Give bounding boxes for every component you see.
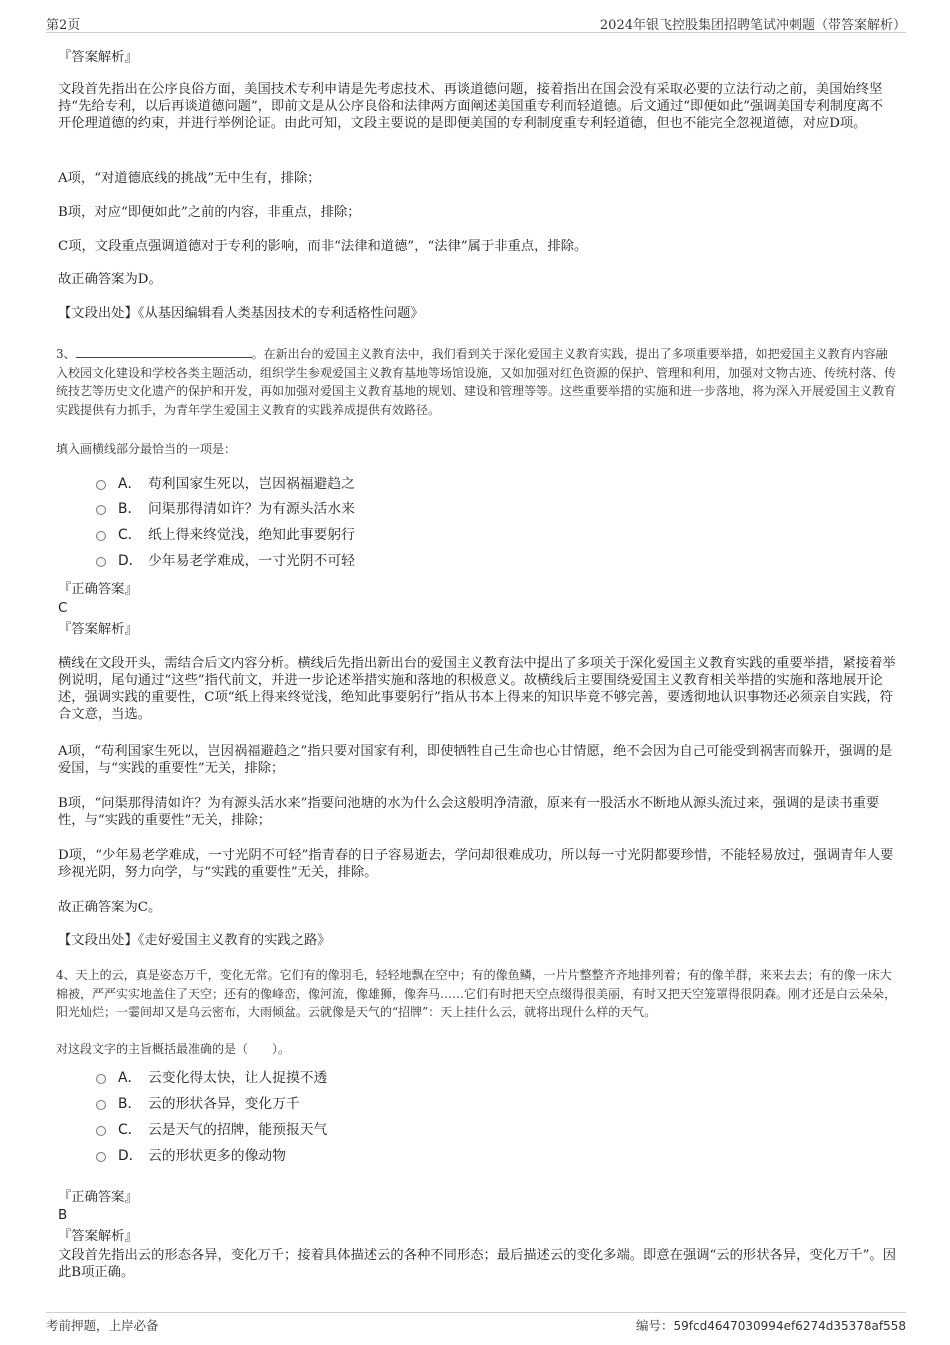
q3-answer: C: [58, 600, 68, 616]
radio-icon[interactable]: [96, 1074, 106, 1084]
q2-exclusion-c: C项，文段重点强调道德对于专利的影响，而非“法律和道德”，“法律”属于非重点，排除。: [58, 239, 588, 254]
q3-option-d[interactable]: D． 少年易老学难成，一寸光阴不可轻: [96, 551, 355, 571]
q3-option-c[interactable]: C． 纸上得来终觉浅，绝知此事要躬行: [96, 525, 355, 545]
radio-icon[interactable]: [96, 1126, 106, 1136]
q4-answer-label: 『正确答案』: [58, 1190, 138, 1205]
page-footer: [46, 1312, 906, 1334]
radio-icon[interactable]: [96, 1100, 106, 1110]
q4-stem: 4、天上的云，真是姿态万千，变化无常。它们有的像羽毛，轻轻地飘在空中；有的像鱼鳞，一片片整整齐齐地排列着；有的像羊群，来来去去；有的像一床大棉被，严严实实地盖住了天空；还有的像峰峦，像河流，像雄狮，像奔马……它们有时把天空点缀得很美丽，有时又把天空笼罩得很阴森。刚才还是白云朵朵，阳光灿烂；一霎间却又是乌云密布，大雨倾盆。云就像是天气的“招牌”：天上挂什么云，就将出现什么样的天气。: [56, 968, 897, 1019]
q3-number: 3、: [56, 347, 76, 361]
q3-option-b[interactable]: B． 问渠那得清如许？为有源头活水来: [96, 499, 355, 519]
radio-icon[interactable]: [96, 1152, 106, 1162]
q3-source: 【文段出处】《走好爱国主义教育的实践之路》: [58, 933, 331, 948]
q2-conclusion: 故正确答案为D。: [58, 272, 162, 287]
q4-analysis-label: 『答案解析』: [58, 1229, 138, 1244]
q2-source: 【文段出处】《从基因编辑看人类基因技术的专利适格性问题》: [58, 306, 424, 321]
q2-exclusion-a: A项，“对道德底线的挑战”无中生有，排除；: [58, 171, 321, 186]
answer-blank: [76, 346, 252, 358]
radio-icon[interactable]: [96, 505, 106, 515]
option-text: 纸上得来终觉浅，绝知此事要躬行: [148, 527, 355, 543]
q4-option-b[interactable]: B． 云的形状各异，变化万千: [96, 1094, 300, 1114]
q4-answer: B: [58, 1207, 68, 1223]
q3-option-a[interactable]: A． 苟利国家生死以，岂因祸福避趋之: [96, 474, 355, 494]
q4-analysis-text: 文段首先指出云的形态各异，变化万千；接着具体描述云的各种不同形态；最后描述云的变化多端。即意在强调“云的形状各异，变化万千”。因此B项正确。: [58, 1248, 896, 1280]
q2-analysis-text: 文段首先指出在公序良俗方面，美国技术专利申请是先考虑技术、再谈道德问题，接着指出在国会没有采取必要的立法行动之前，美国始终坚持“先给专利，以后再谈道德问题”，即前文是从公序良俗和法律两方面阐述美国重专利而轻道德。后文通过“即便如此”强调美国专利制度离不开伦理道德的约束，并进行举例论证。由此可知，文段主要说的是即便美国的专利制度重专利轻道德，但也不能完全忽视道德，对应D项。: [58, 82, 884, 131]
q2-exclusion-b: B项，对应“即便如此”之前的内容，非重点，排除；: [58, 205, 361, 220]
q2-analysis-label: 『答案解析』: [58, 50, 138, 65]
footer-slogan: 考前押题，上岸必备: [46, 1318, 159, 1333]
q3-analysis-text: 横线在文段开头，需结合后文内容分析。横线后先指出新出台的爱国主义教育法中提出了多项关于深化爱国主义教育实践的重要举措，紧接着举例说明，尾句通过“这些”指代前文，并进一步论述举措实施和落地的积极意义。故横线后主要围绕爱国主义教育相关举措的实施和落地展开论述，强调实践的重要性，C项“纸上得来终觉浅，绝知此事要躬行”指从书本上得来的知识毕竟不够完善，要透彻地认识事物还必须亲自实践，符合文意，当选。: [58, 656, 896, 722]
option-text: 问渠那得清如许？为有源头活水来: [148, 501, 355, 517]
document-title: 2024年银飞控股集团招聘笔试冲刺题（带答案解析）: [599, 18, 906, 33]
option-text: 云的形状各异，变化万千: [148, 1096, 300, 1112]
option-text: 云是天气的招牌，能预报天气: [148, 1122, 328, 1138]
q3-conclusion: 故正确答案为C。: [58, 900, 162, 915]
option-text: 云变化得太快，让人捉摸不透: [148, 1070, 328, 1086]
q4-option-a[interactable]: A． 云变化得太快，让人捉摸不透: [96, 1068, 327, 1088]
option-text: 少年易老学难成，一寸光阴不可轻: [148, 553, 355, 569]
option-text: 苟利国家生死以，岂因祸福避趋之: [148, 476, 355, 492]
q3-stem-text: 。在新出台的爱国主义教育法中，我们看到关于深化爱国主义教育实践，提出了多项重要举措，如把爱国主义教育内容融入校园文化建设和学校各类主题活动，组织学生参观爱国主义教育基地等场馆设施，又如加强对红色资源的保护、管理和利用，加强对文物古迹、传统村落、传统技艺等历史文化遗产的保护和开发，再如加强对爱国主义教育基地的规划、建设和管理等等。这些重要举措的实施和进一步落地，将为深入开展爱国主义教育实践提供有力抓手，为青年学生爱国主义教育的实践养成提供有效路径。: [56, 347, 897, 417]
q3-prompt: 填入画横线部分最恰当的一项是：: [56, 442, 237, 456]
radio-icon[interactable]: [96, 480, 106, 490]
document-code: 编号：59fcd4647030994ef6274d35378af558: [636, 1318, 906, 1333]
q3-exclusion-a: A项，“苟利国家生死以，岂因祸福避趋之”指只要对国家有利，即使牺牲自己生命也心甘情愿，绝不会因为自己可能受到祸害而躲开，强调的是爱国，与“实践的重要性”无关，排除；: [58, 744, 893, 776]
q3-answer-label: 『正确答案』: [58, 582, 138, 597]
q3-stem: [56, 345, 898, 419]
q3-exclusion-d: D项，“少年易老学难成，一寸光阴不可轻”指青春的日子容易逝去，学问却很难成功，所以每一寸光阴都要珍惜，不能轻易放过，强调青年人要珍视光阴，努力向学，与“实践的重要性”无关，排除。: [58, 848, 894, 880]
radio-icon[interactable]: [96, 531, 106, 541]
option-text: 云的形状更多的像动物: [148, 1148, 286, 1164]
page-header: [46, 12, 906, 33]
q4-prompt: 对这段文字的主旨概括最准确的是（ ）。: [56, 1042, 291, 1056]
page-number: 第2页: [46, 18, 81, 33]
q3-exclusion-b: B项，“问渠那得清如许？为有源头活水来”指要问池塘的水为什么会这般明净清澈，原来有一股活水不断地从源头流过来，强调的是读书重要性，与“实践的重要性”无关，排除；: [58, 796, 880, 828]
q3-analysis-label: 『答案解析』: [58, 622, 138, 637]
radio-icon[interactable]: [96, 557, 106, 567]
q4-option-d[interactable]: D． 云的形状更多的像动物: [96, 1146, 286, 1166]
q4-option-c[interactable]: C． 云是天气的招牌，能预报天气: [96, 1120, 327, 1140]
